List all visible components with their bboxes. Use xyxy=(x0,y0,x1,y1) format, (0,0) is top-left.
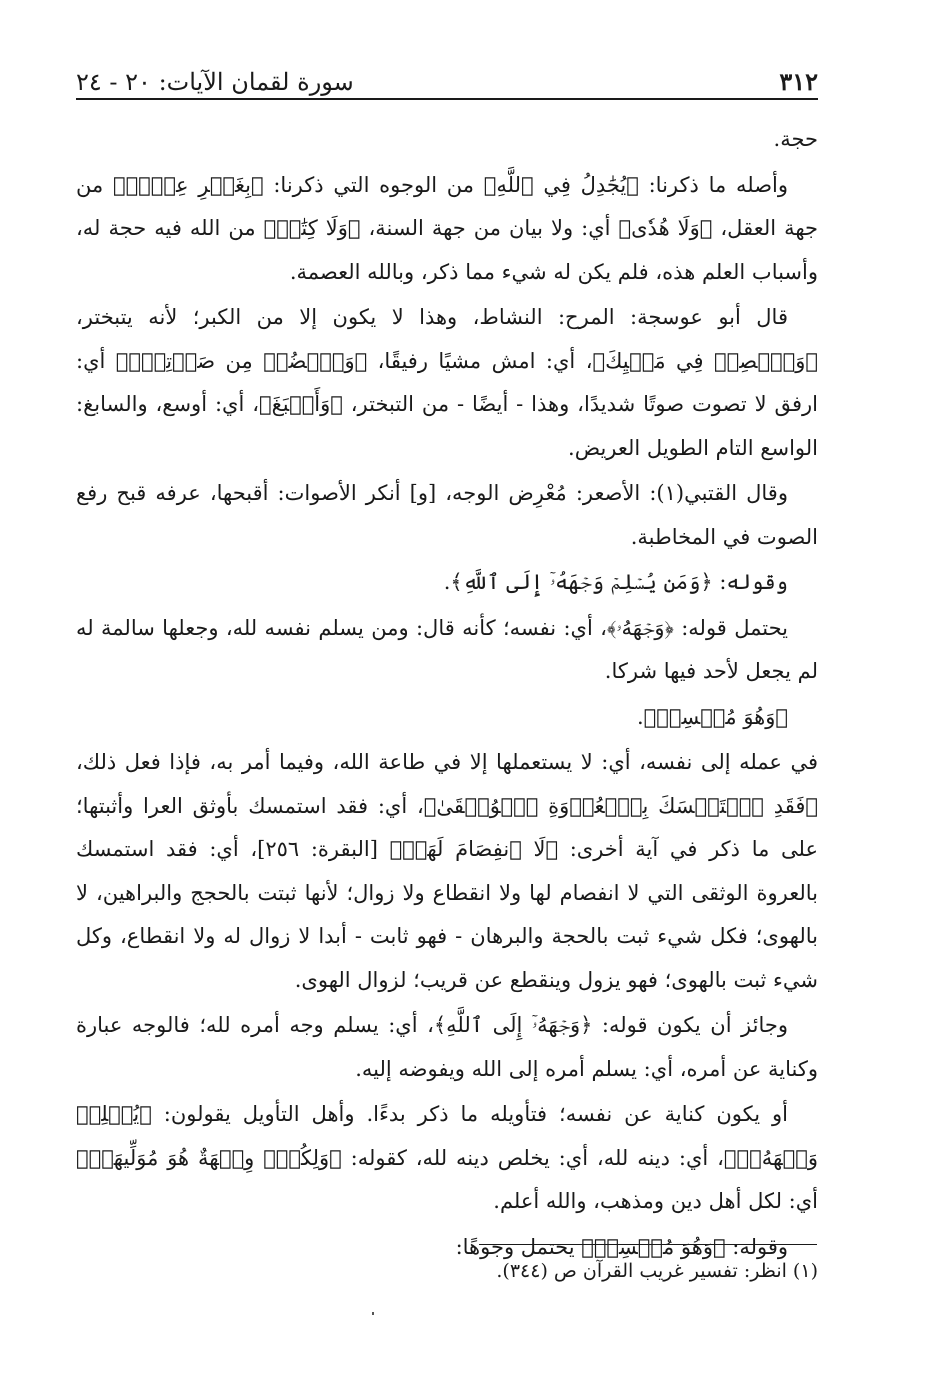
paragraph: يحتمل قوله: ﴿وَجۡهَهُۥ﴾، أي: نفسه؛ كأنه قال: ومن يسلم نفسه لله، وجعلها سالمة له لم يجعل لأحد فيها شركا. xyxy=(76,615,818,683)
paragraph: أو يكون كناية عن نفسه؛ فتأويله ما ذكر بدءًا. وأهل التأويل يقولون: ﴿يُسۡلِمۡ وَجۡهَهُۥٓ﴾، أي: دينه لله، أي: يخلص دينه لله، كقوله: ﴿وَلِكُلّٖ وِجۡهَةٌ هُوَ مُوَلِّيهَاۖ﴾ أي: لكل أهل دين ومذهب، والله أعلم. xyxy=(76,1102,818,1213)
main-text xyxy=(76,118,818,1271)
running-header xyxy=(76,56,818,96)
page-number: ٣١٢ xyxy=(779,67,818,96)
footnote-rule xyxy=(479,1244,817,1245)
header-rule xyxy=(76,98,818,100)
paragraph: وجائز أن يكون قوله: ﴿وَجۡهَهُۥٓ إِلَى ٱللَّهِ﴾، أي: يسلم وجه أمره لله؛ فالوجه عبارة وكناية عن أمره، أي: يسلم أمره إلى الله ويفوضه إليه. xyxy=(76,1013,818,1081)
surah-title: سورة لقمان الآيات: ٢٠ - ٢٤ xyxy=(76,68,354,96)
paragraph: في عمله إلى نفسه، أي: لا يستعملها إلا في طاعة الله، وفيما أمر به، فإذا فعل ذلك، ﴿فَقَدِ ٱسۡتَمۡسَكَ بِٱلۡعُرۡوَةِ ٱلۡوُثۡقَىٰ﴾، أي: فقد استمسك بأوثق العرا وأثبتها؛ على ما ذكر في آية أخرى: ﴿لَا ٱنفِصَامَ لَهَاۗ﴾ [البقرة: ٢٥٦]، أي: فقد استمسك بالعروة الوثقى التي لا انفصام لها ولا انقطاع ولا زوال؛ لأنها ثبتت بالحجج والبراهين، لا بالهوى؛ فكل شيء ثبت بالحجة والبرهان - فهو ثابت - أبدا لا زوال له ولا انقطاع، وكل شيء ثبت بالهوى؛ فهو يزول وينقطع عن قريب؛ لزوال الهوى. xyxy=(76,750,818,992)
paragraph: وقال القتبي(١): الأصعر: مُعْرِض الوجه، [و] أنكر الأصوات: أقبحها، عرفه قبح رفع الصوت في المخاطبة. xyxy=(76,481,818,549)
footnote: (١) انظر: تفسير غريب القرآن ص (٣٤٤). xyxy=(496,1260,818,1282)
paragraph: قال أبو عوسجة: المرح: النشاط، وهذا لا يكون إلا من الكبر؛ لأنه يتبختر، ﴿وَٱقۡصِدۡ فِي مَشۡيِكَ﴾، أي: امش مشيًا رفيقًا، ﴿وَٱغۡضُضۡ مِن صَوۡتِكَۚ﴾ أي: ارفق لا تصوت صوتًا شديدًا، وهذا - أيضًا - من التبختر، ﴿وَأَسۡبَغَ﴾، أي: أوسع، والسابغ: الواسع التام الطويل العريض. xyxy=(76,305,818,460)
paragraph: وقوله: ﴿وَهُوَ مُحۡسِنٞ﴾ يحتمل وجوهًا: xyxy=(455,1234,788,1259)
paragraph: وقوله: ﴿وَمَن يُسۡلِمۡ وَجۡهَهُۥٓ إِلَى ٱللَّهِ﴾. xyxy=(443,570,788,594)
print-speck xyxy=(372,1312,374,1315)
paragraph: حجة. xyxy=(773,127,818,151)
paragraph: وأصله ما ذكرنا: ﴿يُجَٰدِلُ فِي ٱللَّهِ﴾ من الوجوه التي ذكرنا: ﴿بِغَيۡرِ عِلۡمٖ﴾ من جهة العقل، ﴿وَلَا هُدٗى﴾ أي: ولا بيان من جهة السنة، ﴿وَلَا كِتَٰبٖ﴾ من الله فيه حجة له، وأسباب العلم هذه، فلم يكن له شيء مما ذكر، وبالله العصمة. xyxy=(76,172,818,284)
paragraph: ﴿وَهُوَ مُحۡسِنٞ﴾. xyxy=(636,704,788,729)
